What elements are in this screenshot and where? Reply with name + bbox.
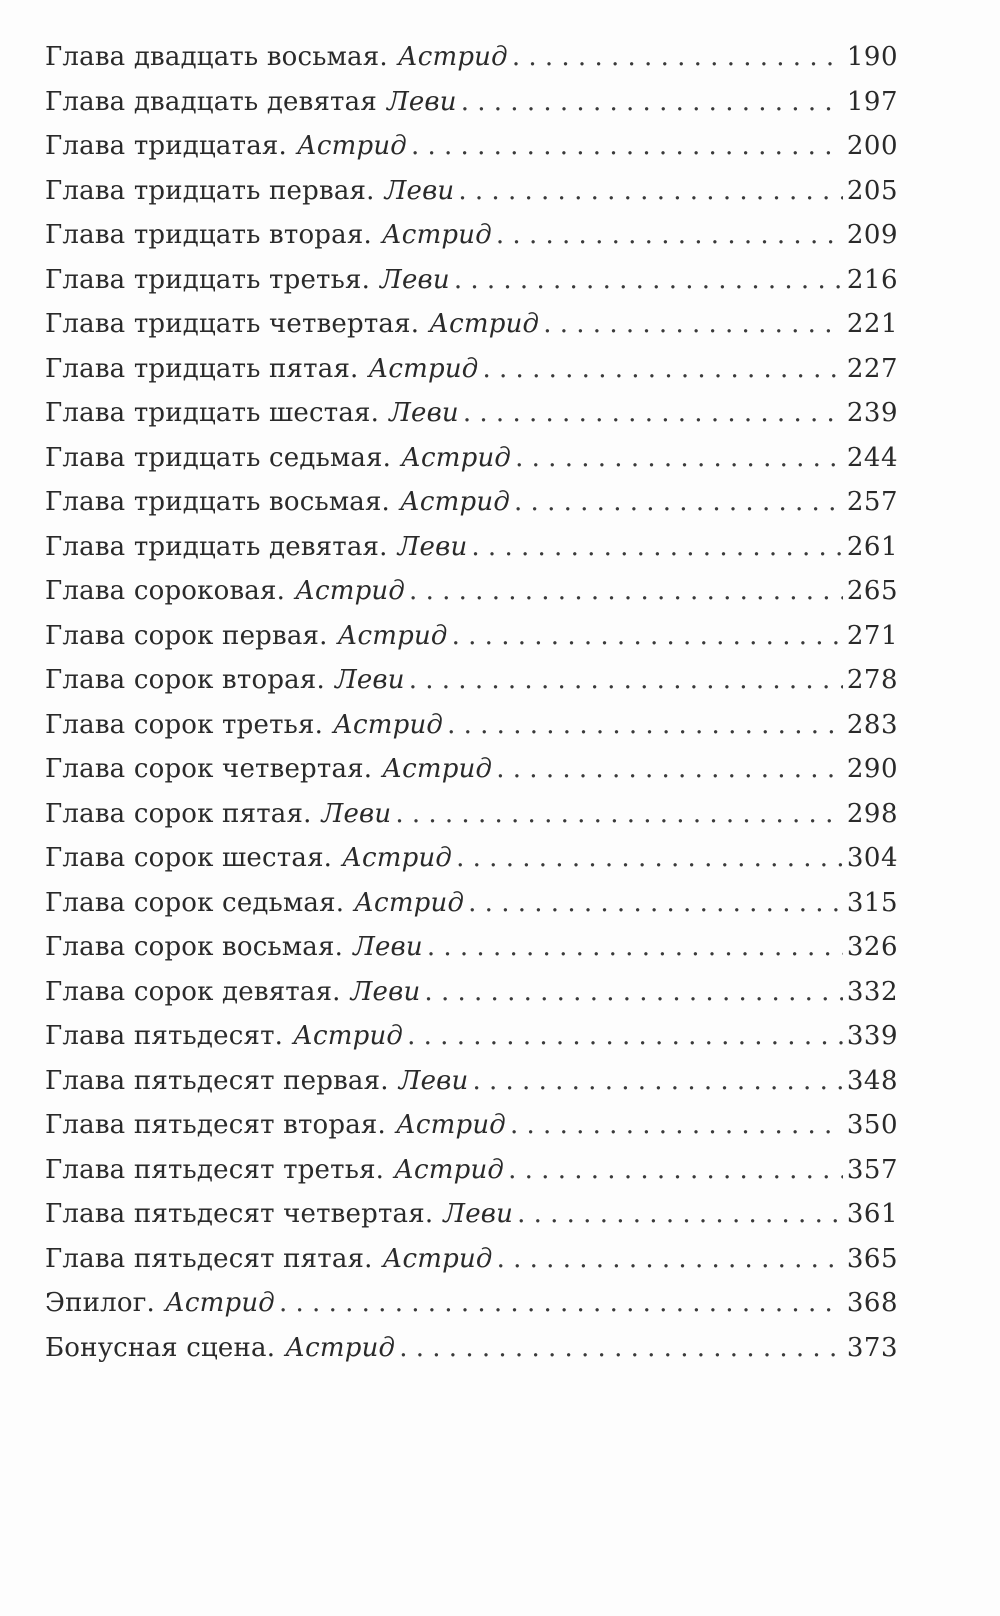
page-number: 197 <box>846 86 898 117</box>
chapter-title: Глава тридцать восьмая. <box>45 487 391 517</box>
page-number: 339 <box>846 1021 898 1051</box>
narrator-name: Астрид <box>396 1110 506 1140</box>
chapter-title: Глава сорок третья. <box>45 709 324 740</box>
page-number: 278 <box>846 665 898 695</box>
toc-entry <box>45 487 898 532</box>
narrator-name: Леви <box>321 798 392 829</box>
dot-leader <box>461 87 843 117</box>
toc-entry <box>45 176 898 221</box>
chapter-title: Глава тридцать четвертая. <box>45 309 420 339</box>
chapter-title: Глава тридцать вторая. <box>45 220 372 250</box>
narrator-name: Астрид <box>354 887 465 918</box>
dot-leader <box>483 354 843 384</box>
dot-leader <box>411 131 843 161</box>
toc-entry <box>45 1066 898 1111</box>
chapter-title: Глава тридцать первая. <box>45 175 375 206</box>
chapter-title: Глава сорок вторая. <box>45 665 325 695</box>
dot-leader <box>514 487 843 517</box>
page-number: 290 <box>846 754 898 784</box>
toc-entry <box>45 843 898 888</box>
chapter-title: Глава пятьдесят четвертая. <box>45 1199 434 1229</box>
narrator-name: Астрид <box>381 220 492 250</box>
chapter-title: Глава сорок четвертая. <box>45 754 373 784</box>
narrator-name: Леви <box>384 175 455 206</box>
chapter-title: Глава сорок восьмая. <box>45 932 344 962</box>
dot-leader <box>427 932 843 962</box>
page-number: 209 <box>846 220 898 250</box>
dot-leader <box>515 443 843 473</box>
dot-leader <box>517 1199 843 1229</box>
narrator-name: Астрид <box>293 1021 404 1051</box>
toc-entry <box>45 443 898 488</box>
toc-entry <box>45 532 898 577</box>
narrator-name: Астрид <box>429 309 540 339</box>
table-of-contents <box>45 42 898 1377</box>
dot-leader <box>508 1155 843 1185</box>
dot-leader <box>512 42 843 72</box>
page-number: 261 <box>846 531 898 562</box>
narrator-name: Астрид <box>394 1154 505 1185</box>
page-number: 257 <box>846 487 898 517</box>
page-number: 298 <box>846 798 898 829</box>
narrator-name: Астрид <box>342 843 453 873</box>
dot-leader <box>409 665 843 695</box>
toc-entry <box>45 754 898 799</box>
narrator-name: Астрид <box>397 42 508 72</box>
narrator-name: Астрид <box>382 754 493 784</box>
page-number: 200 <box>846 131 898 161</box>
dot-leader <box>543 309 843 339</box>
chapter-title: Глава сорок девятая. <box>45 976 341 1007</box>
chapter-title: Глава сорок пятая. <box>45 798 312 829</box>
toc-entry <box>45 1244 898 1289</box>
narrator-name: Астрид <box>400 487 511 517</box>
narrator-name: Леви <box>334 665 405 695</box>
narrator-name: Астрид <box>368 353 479 384</box>
toc-entry <box>45 710 898 755</box>
toc-entry <box>45 665 898 710</box>
page-number: 265 <box>846 576 898 606</box>
narrator-name: Астрид <box>296 131 407 161</box>
toc-entry <box>45 1155 898 1200</box>
toc-entry <box>45 87 898 132</box>
chapter-title: Эпилог. <box>45 1288 156 1318</box>
narrator-name: Леви <box>386 86 457 117</box>
toc-entry <box>45 576 898 621</box>
page-number: 283 <box>846 709 898 740</box>
page-number: 216 <box>846 264 898 295</box>
page-number: 348 <box>846 1065 898 1096</box>
page-number: 227 <box>846 353 898 384</box>
dot-leader <box>458 176 843 206</box>
page-number: 205 <box>846 175 898 206</box>
toc-entry <box>45 1021 898 1066</box>
dot-leader <box>424 977 842 1007</box>
narrator-name: Леви <box>397 531 468 562</box>
chapter-title: Глава сорок первая. <box>45 620 328 651</box>
page-number: 368 <box>846 1288 898 1318</box>
dot-leader <box>454 265 843 295</box>
toc-entry <box>45 621 898 666</box>
narrator-name: Леви <box>350 976 421 1007</box>
narrator-name: Астрид <box>285 1332 396 1363</box>
toc-entry <box>45 1333 898 1378</box>
dot-leader <box>447 710 843 740</box>
toc-entry <box>45 42 898 87</box>
narrator-name: Леви <box>389 398 459 428</box>
toc-entry <box>45 220 898 265</box>
chapter-title: Глава пятьдесят. <box>45 1021 284 1051</box>
narrator-name: Астрид <box>333 709 444 740</box>
dot-leader <box>497 1244 843 1274</box>
narrator-name: Леви <box>353 932 423 962</box>
dot-leader <box>456 843 843 873</box>
toc-entry <box>45 888 898 933</box>
chapter-title: Глава сорок седьмая. <box>45 887 345 918</box>
chapter-title: Глава пятьдесят вторая. <box>45 1110 387 1140</box>
toc-entry <box>45 977 898 1022</box>
dot-leader <box>409 576 843 606</box>
dot-leader <box>452 621 843 651</box>
dot-leader <box>510 1110 843 1140</box>
narrator-name: Астрид <box>295 576 406 606</box>
dot-leader <box>468 888 843 918</box>
dot-leader <box>463 398 843 428</box>
page-number: 357 <box>846 1154 898 1185</box>
chapter-title: Глава тридцать пятая. <box>45 353 359 384</box>
toc-entry <box>45 309 898 354</box>
narrator-name: Леви <box>443 1199 514 1229</box>
dot-leader <box>496 220 843 250</box>
page-number: 326 <box>846 932 898 962</box>
toc-entry <box>45 799 898 844</box>
chapter-title: Глава сороковая. <box>45 576 286 606</box>
page-number: 365 <box>846 1243 898 1274</box>
dot-leader <box>399 1333 843 1363</box>
page-number: 190 <box>846 42 898 72</box>
page-number: 239 <box>846 398 898 428</box>
chapter-title: Глава тридцать третья. <box>45 264 371 295</box>
page-number: 244 <box>846 442 898 473</box>
page-number: 221 <box>846 309 898 339</box>
toc-entry <box>45 131 898 176</box>
dot-leader <box>407 1021 843 1051</box>
page-number: 361 <box>846 1199 898 1229</box>
narrator-name: Астрид <box>165 1288 275 1318</box>
dot-leader <box>471 532 842 562</box>
dot-leader <box>472 1066 842 1096</box>
chapter-title: Глава двадцать девятая <box>45 86 377 117</box>
narrator-name: Астрид <box>401 442 512 473</box>
page-number: 373 <box>846 1332 898 1363</box>
chapter-title: Глава двадцать восьмая. <box>45 42 388 72</box>
chapter-title: Глава тридцать шестая. <box>45 398 380 428</box>
dot-leader <box>496 754 843 784</box>
chapter-title: Глава сорок шестая. <box>45 843 333 873</box>
page-number: 350 <box>846 1110 898 1140</box>
chapter-title: Глава пятьдесят пятая. <box>45 1243 373 1274</box>
toc-entry <box>45 1199 898 1244</box>
narrator-name: Леви <box>380 264 450 295</box>
page-number: 304 <box>846 843 898 873</box>
narrator-name: Леви <box>398 1065 469 1096</box>
chapter-title: Глава тридцатая. <box>45 131 287 161</box>
toc-entry <box>45 398 898 443</box>
chapter-title: Глава пятьдесят первая. <box>45 1065 389 1096</box>
chapter-title: Глава тридцать девятая. <box>45 531 388 562</box>
page-number: 315 <box>846 887 898 918</box>
chapter-title: Бонусная сцена. <box>45 1332 276 1363</box>
toc-entry <box>45 1110 898 1155</box>
toc-entry <box>45 932 898 977</box>
toc-entry <box>45 1288 898 1333</box>
dot-leader <box>395 799 843 829</box>
narrator-name: Астрид <box>337 620 448 651</box>
chapter-title: Глава тридцать седьмая. <box>45 442 392 473</box>
dot-leader <box>279 1288 843 1318</box>
chapter-title: Глава пятьдесят третья. <box>45 1154 385 1185</box>
page-number: 332 <box>846 976 898 1007</box>
toc-entry <box>45 354 898 399</box>
toc-entry <box>45 265 898 310</box>
page-number: 271 <box>846 620 898 651</box>
narrator-name: Астрид <box>382 1243 493 1274</box>
